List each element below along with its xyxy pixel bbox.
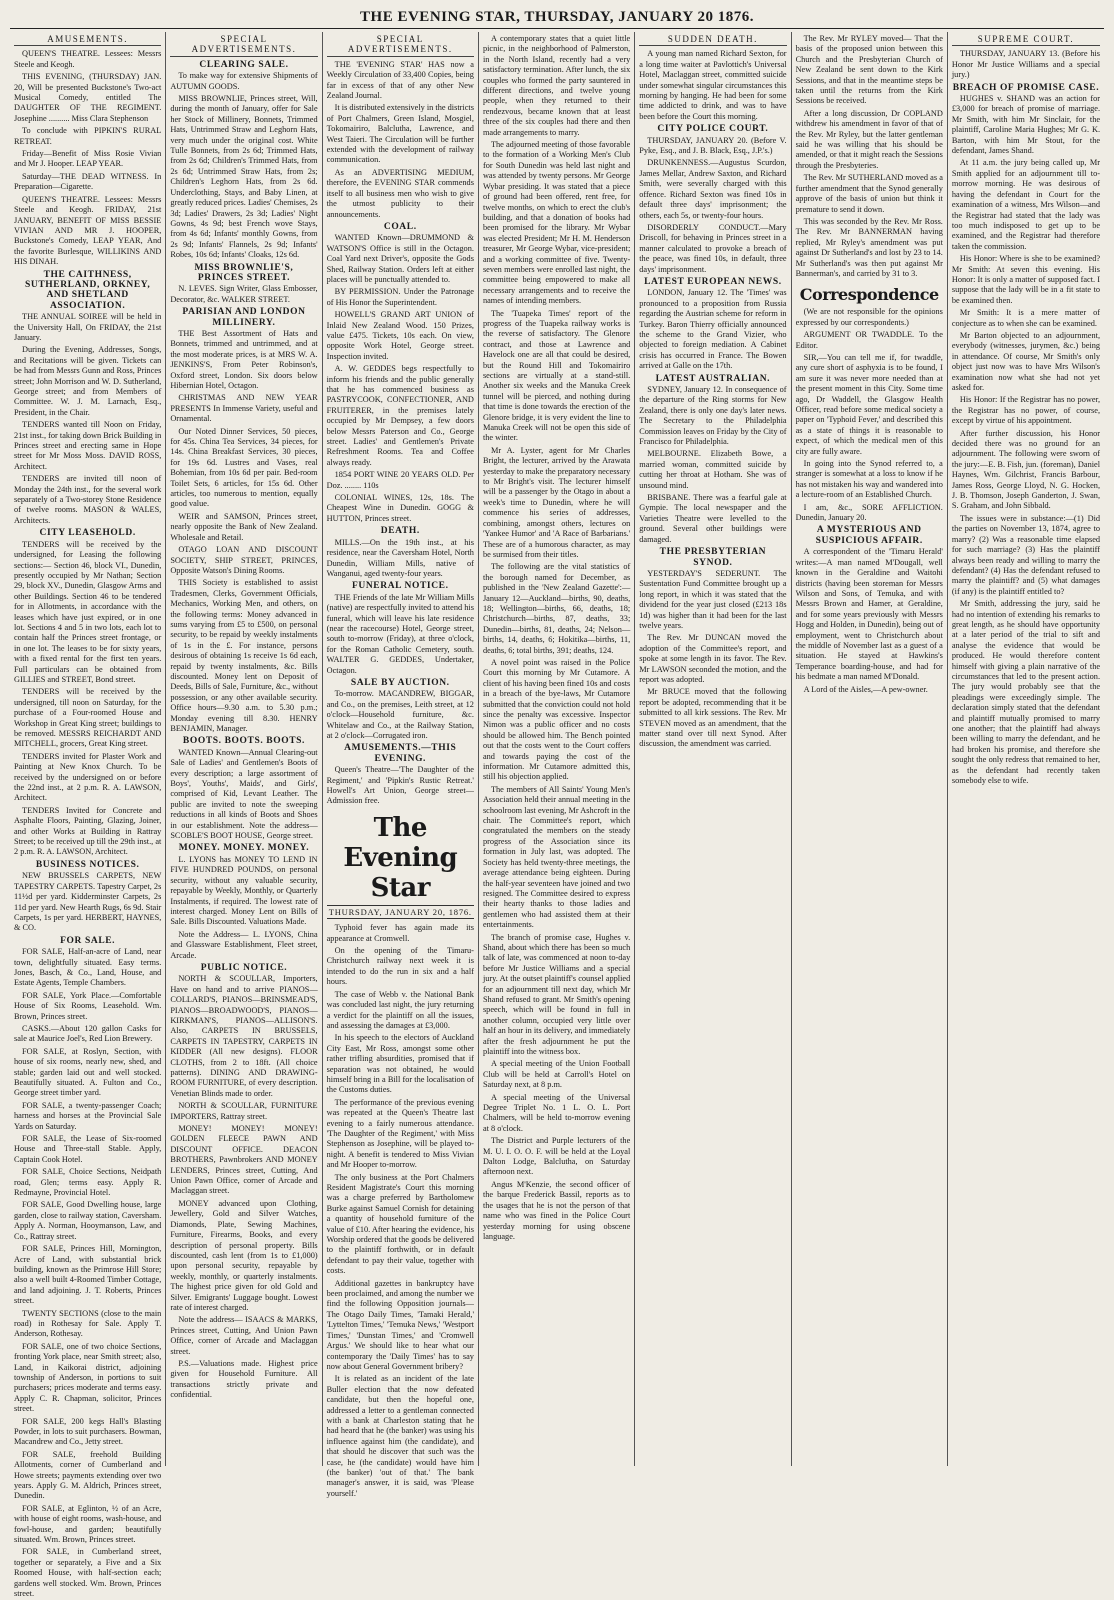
article-paragraph: MONEY! MONEY! MONEY! GOLDEN FLEECE PAWN AND DISCOUNT OFFICE. DEACON BROTHERS, Pawnbrokers AND MONEY LENDERS, Princes street, Cutting, And Union Pawn Office, corner of Arcade and Maclaggan street. <box>170 1124 318 1196</box>
column-7 <box>948 32 1104 1466</box>
article-paragraph: 1854 PORT WINE 20 YEARS OLD. Per Doz. ........ 110s <box>326 470 474 490</box>
section-heading: FUNERAL NOTICE. <box>351 581 449 592</box>
column-body <box>483 34 630 1242</box>
article-paragraph: Friday—Benefit of Miss Rosie Vivian and Mr J. Hooper. LEAP YEAR. <box>14 149 162 169</box>
column-body <box>639 49 786 749</box>
column-5 <box>635 32 791 1466</box>
masthead: THE EVENING STAR, THURSDAY, JANUARY 20 1876. <box>10 6 1104 29</box>
article-paragraph: The only business at the Port Chalmers Resident Magistrate's Court this morning was a charge preferred by Bartholomew Burke against Samuel Cornish for detaining a quantity of household furniture of the value of £10. After hearing the evidence, his Worship ordered that the goods be delivered to the plaintiff forthwith, or in default defendant to pay their value, together with costs. <box>326 1172 474 1276</box>
article-paragraph: P.S.—Valuations made. Highest price given for Household Furniture. All transactions strictly private and confidential. <box>170 1358 318 1400</box>
column-body <box>327 60 474 1499</box>
section-heading: CITY LEASEHOLD. <box>39 528 136 539</box>
article-paragraph: The issues were in substance:—(1) Did the parties on November 13, 1874, agree to marry? (2) Was a reasonable time elapsed for such marriage? (3) Has the plaintiff always been ready and willing to marry the defendant? (4) Has the defendant refused to marry the plaintiff? and (5) what damages (if any) is the plaintiff entitled to? <box>951 513 1101 596</box>
article-paragraph: FOR SALE, Choice Sections, Neidpath road, Glen; terms easy. Apply R. Redmayne, Provincial Hotel. <box>14 1167 162 1198</box>
article-paragraph: FOR SALE, in Cumberland street, together or separately, a Five and a Six Roomed House, with half-section each; gardens well stocked. Wm. Brown, Princes street. <box>14 1547 162 1599</box>
article-paragraph: FOR SALE, the Lease of Six-roomed House and Three-stall Stable. Apply, Captain Cook Hotel. <box>14 1134 162 1164</box>
section-heading: BREACH OF PROMISE CASE. <box>952 82 1100 93</box>
article-paragraph: QUEEN'S THEATRE. Lessees: Messrs Steele and Keogh. <box>14 49 162 69</box>
article-paragraph: FOR SALE, Half-an-acre of Land, near town, delightfully situated. Easy terms. Jones, Basch, & Co., Land, House, and Estate Agents, Temple Chambers. <box>14 947 162 988</box>
section-heading: FOR SALE. <box>60 935 116 946</box>
article-paragraph: To conclude with PIPKIN'S RURAL RETREAT. <box>14 126 162 146</box>
article-paragraph: ARGUMENT OR TWADDLE. To the Editor. <box>795 330 943 350</box>
article-paragraph: SIR,—You can tell me if, for twaddle, any cure short of asphyxia is to be found, I am sure it was never more needed than at the present moment in this City. Some time ago, Dr Waddell, the Glasgow Health Officer, read before some medical society a paper on 'Typhoid Fever,' and described this as a state of things it is reasonable to expect, of which the medical men of this city are fully aware. <box>795 352 943 456</box>
article-paragraph: TENDERS are invited till noon of Monday the 24th inst., for the several work separately of a Two-storey Stone Residence of twelve rooms. MASON & WALES, Architects. <box>14 474 162 525</box>
article-paragraph: The District and Purple lecturers of the M. U. I. O. O. F. will be held at the Loyal Dalton Lodge, Balclutha, on Saturday afternoon next. <box>482 1136 631 1177</box>
article-paragraph: Mr A. Lyster, agent for Mr Charles Bright, the lecturer, arrived by the Arawata yesterday to make the preparatory necessary to Mr Bright's visit. The lecturer himself will be a passenger by the Otago in about a week's time to Dunedin, where he will commence his series of addresses, combining, amongst others, lectures on 'Yankee Humor' and 'A Race of Barbarians.' These are of a humorous character, as may be surmised from their titles. <box>482 445 631 559</box>
article-paragraph: The performance of the previous evening was repeated at the Queen's Theatre last evening to a fairly numerous attendance. 'The Daughter of the Regiment,' with Miss Stephenson as Josephine, will be played to-night. A benefit is tendered to Miss Vivian and Mr Hooper to-morrow. <box>326 1097 474 1170</box>
article-paragraph: LONDON, January 12. The 'Times' was pronounced to a proposition from Russia regarding the Austrian scheme for reform in Turkey. Baron Thierry officially announced the scheme to the Grand Vizier, who objected to foreign mediation. A Cabinet crisis has occurred in France. The Bowen arrived at Galle on the 17th. <box>639 288 787 371</box>
section-heading: AMUSEMENTS.—THIS EVENING. <box>344 743 457 764</box>
article-paragraph: TENDERS invited for Plaster Work and Painting at New Knox Church. To be received by the undersigned on or before the 22nd inst., at 2 p.m. R. A. LAWSON, Architect. <box>14 751 162 803</box>
article-paragraph: L. LYONS has MONEY TO LEND IN FIVE HUNDRED POUNDS, on personal security, without any valuable security, repayable by Weekly, Monthly, or Quarterly Instalments, if required. The lowest rate of interest charged. Money Lent on Bills of Sale. Bills Discounted. Valuations Made. <box>170 854 318 927</box>
section-heading: LATEST AUSTRALIAN. <box>655 373 771 384</box>
column-heading: AMUSEMENTS. <box>14 34 161 46</box>
article-paragraph: THURSDAY, JANUARY 20. (Before V. Pyke, Esq., and J. B. Black, Esq., J.P.'s.) <box>639 135 787 156</box>
article-paragraph: FOR SALE, York Place.—Comfortable House of Six Rooms, Leasehold. Wm. Brown, Princes street. <box>14 990 162 1021</box>
article-paragraph: OTAGO LOAN AND DISCOUNT SOCIETY, SHIP STREET, PRINCES, Opposite Watson's Dining Rooms. <box>170 545 318 575</box>
article-paragraph: MILLS.—On the 19th inst., at his residence, near the Caversham Hotel, North Dunedin, William Mills, native of Wanganui, aged twenty-four years. <box>326 537 474 578</box>
section-heading: MONEY. MONEY. MONEY. <box>178 843 310 854</box>
column-heading: SPECIAL ADVERTISEMENTS. <box>327 34 474 57</box>
article-paragraph: DISORDERLY CONDUCT.—Mary Driscoll, for behaving in Princes street in a manner calculated to provoke a breach of the peace, was fined 10s, in default, three days' imprisonment. <box>639 222 787 274</box>
article-paragraph: TENDERS wanted till Noon on Friday, 21st inst., for taking down Brick Building in Princes street and erecting same in Hope street for Mr Moss Moss. DAVID ROSS, Architect. <box>14 420 162 471</box>
column-heading: SUPREME COURT. <box>952 34 1100 46</box>
section-heading: DEATH. <box>380 526 420 537</box>
article-paragraph: FOR SALE, freehold Building Allotments, corner of Cumberland and Howe streets; payments extending over two years. Apply G. M. Aldrich, Princes street, Dunedin. <box>14 1449 162 1501</box>
section-title: Correspondence <box>799 285 939 305</box>
article-paragraph: FOR SALE, 200 kegs Hall's Blasting Powder, in lots to suit purchasers. Bowman, Macandrew and Co., Jetty street. <box>14 1416 162 1447</box>
column-3 <box>323 32 479 1498</box>
article-paragraph: (We are not responsible for the opinions expressed by our correspondents.) <box>795 307 943 327</box>
article-paragraph: During the Evening, Addresses, Songs, and Recitations will be given. Tickets can be had from Messrs Gunn and Ross, Princes street; John Morrison and W. D. Sutherland, George street; and from Members of Committee. W. J. M. Larnach, Esq., President, in the Chair. <box>14 345 162 417</box>
article-paragraph: CHRISTMAS AND NEW YEAR PRESENTS In Immense Variety, useful and Ornamental. <box>170 393 318 424</box>
article-paragraph: WANTED Known—Annual Clearing-out Sale of Ladies' and Gentlemen's Boots of every description; a large assortment of Boys', Youths', Maids', and Girls', comprised of Kid, Levant Leather. The public are invited to note the sweeping reductions in all kinds of Boots and Shoes in our establishment. Note the address— SCOBLE'S BOOT HOUSE, George street. <box>170 747 318 841</box>
article-paragraph: HUGHES v. SHAND was an action for £3,000 for breach of promise of marriage. Mr Smith, with him Mr Sinclair, for the plaintiff, Caroline Maria Hughes; Mr G. K. Barton, with him Mr Stout, for the defendant, James Shand. <box>951 94 1101 156</box>
article-paragraph: WANTED Known—DRUMMOND & WATSON'S Office is still in the Octagon. Coal Yard next Driver's, opposite the Gods Shed, Railway Station. Orders left at either places will be punctually attended to. <box>326 233 474 284</box>
article-paragraph: This was seconded by the Rev. Mr Ross. The Rev. Mr BANNERMAN having replied, Mr Ryley's amendment was put against Dr Sutherland's and lost by 23 to 14. Mr Sutherland's was then put against Mr Bannerman's, and carried by 31 to 3. <box>795 216 943 278</box>
article-paragraph: A novel point was raised in the Police Court this morning by Mr Cutamore. A client of his having been fined 10s and costs in a breach of the bye-laws, Mr Cutamore submitted that the conviction could not hold since the penalty was excessive. Inspector Nimon was a public officer and no costs should be allowed him. The Bench pointed out that the costs went to the Court coffers and towards paying the cost of the information. Mr Cutamore admitted this, still his objection applied. <box>482 657 631 782</box>
article-paragraph: After a long discussion, Dr COPLAND withdrew his amendment in favor of that of the Rev. Mr Ryley, but the latter gentleman said he was willing that his should be amended, or that it might reach the Sessions through the Presbyteries. <box>795 108 943 170</box>
article-paragraph: BRISBANE. There was a fearful gale at Gympie. The local newspaper and the Varieties Theatre were levelled to the ground. Several other buildings were damaged. <box>639 493 787 544</box>
section-heading: SALE BY AUCTION. <box>350 677 450 688</box>
article-paragraph: TWENTY SECTIONS (close to the main road) in Rothesay for Sale. Apply T. Anderson, Rothesay. <box>14 1308 162 1339</box>
article-paragraph: It is distributed extensively in the districts of Port Chalmers, Green Island, Mosgiel, Tokomairiro, Balclutha, Lawrence, and West Taieri. The Circulation will be further extended with the development of railway communication. <box>326 103 474 165</box>
article-paragraph: TENDERS Invited for Concrete and Asphalte Floors, Painting, Glazing, Joiner, and other Works at Building in Rattray Street; to be received up till the 29th inst., at 2 p.m. R. A. LAWSON, Architect. <box>14 805 162 857</box>
section-heading: THE CAITHNESS, SUTHERLAND, ORKNEY, AND SHETLAND ASSOCIATION. <box>24 269 151 311</box>
article-paragraph: DRUNKENNESS.—Augustus Scurdon, James Mellar, Andrew Saxton, and Richard Smith, were severally charged with this offence. Richard Sexton was fined 10s in default three days' imprisonment; the others, each 5s, or twenty-four hours. <box>639 158 787 220</box>
column-body <box>170 60 317 1401</box>
article-paragraph: THE Best Assortment of Hats and Bonnets, trimmed and untrimmed, and at the most moderate prices, is at MRS W. A. JENKINS'S, From Peter Robinson's, Oxford street, London. Six doors below Hibernian Hotel, Octagon. <box>170 328 318 390</box>
article-paragraph: FOR SALE, Princes Hill, Mornington, Acre of Land, with substantial brick building, known as the Primrose Hill Store; also a well built 4-Roomed Timber Cottage, and land adjoining. J. T. Roberts, Princes street. <box>14 1244 162 1306</box>
article-paragraph: Queen's Theatre—'The Daughter of the Regiment,' and 'Pipkin's Rustic Retreat.' Howell's Art Union, George street—Admission free. <box>326 765 474 806</box>
article-paragraph: To-morrow. MACANDREW, BIGGAR, and Co., on the premises, Leith street, at 12 o'clock—Household furniture, &c. Whitelaw and Co., at the Railway Station, at 2 o'clock—Corrugated iron. <box>326 689 474 740</box>
article-paragraph: Note the address— ISAACS & MARKS, Princes street, Cutting, And Union Pawn Office, corner of Arcade and Maclaggan street. <box>170 1315 318 1356</box>
article-paragraph: Additional gazettes in bankruptcy have been proclaimed, and among the number we find the following Opposition journals—The Otago Daily Times, 'Tamaki Herald,' 'Lyttelton Times,' 'Temuka News,' 'Westport Times,' 'Dunstan Times,' and 'Cromwell Argus.' We should like to hear what our contemporary the 'Daily Times' has to say now about General Government bribery? <box>326 1278 474 1371</box>
article-paragraph: A Lord of the Aisles,—A pew-owner. <box>803 684 928 694</box>
article-paragraph: The case of Webb v. the National Bank was concluded last night, the jury returning a verdict for the plaintiff on all the issues, and assessing the damages at £3,000. <box>326 989 474 1030</box>
article-paragraph: QUEEN'S THEATRE. Lessees: Messrs Steele and Keogh. FRIDAY, 21st JANUARY, BENEFIT OF MISS BESSIE VIVIAN AND MR J. HOOPER, Buckstone's Comedy, LEAP YEAR, And the favorite Burlesque, WILLIKINS AND HIS DINAH. <box>14 194 162 267</box>
article-paragraph: FOR SALE, Good Dwelling house, large garden, close to railway station, Caversham. Apply A. Norman, Hooymanson, Law, and Co., Rattray street. <box>14 1200 162 1241</box>
section-heading: PARISIAN AND LONDON MILLINERY. <box>182 307 306 328</box>
section-heading: BOOTS. BOOTS. BOOTS. <box>182 736 306 747</box>
article-paragraph: FOR SALE, one of two choice Sections, fronting York place, near Smith street; also, Land, in Kaikorai district, adjoining township of Anderson, in portions to suit purchasers; prices moderate and terms easy. Apply C. R. Chapman, solicitor, Princes street. <box>14 1341 162 1414</box>
section-heading: CLEARING SALE. <box>199 59 289 70</box>
article-paragraph: Mr Barton objected to an adjournment, everybody (witnesses, jurymen, &c.) being in attendance. Of course, Mr Smith's only object just now was to have Mrs Wilson's examination now what she had not yet asked for. <box>951 330 1101 392</box>
article-paragraph: Typhoid fever has again made its appearance at Cromwell. <box>326 923 474 943</box>
dateline: THURSDAY, JANUARY 20, 1876. <box>327 905 474 919</box>
article-paragraph: The members of All Saints' Young Men's Association held their annual meeting in the schoolroom last evening, Mr Ashcroft in the chair. The Committee's report, which congratulated the members on the steady progress of the Association since its formation in July last, was adopted. The Society has held twenty-three meetings, the average attendance being eighteen. During the half-year seventeen have joined and two resigned. The Committee desired to express their hearty thanks to those ladies and gentlemen who had assisted them at their entertainments. <box>482 784 631 930</box>
article-paragraph: BY PERMISSION. Under the Patronage of His Honor the Superintendent. <box>326 287 474 307</box>
columns <box>10 32 1104 1599</box>
article-paragraph: MELBOURNE. Elizabeth Bowe, a married woman, committed suicide by cutting her throat at Hotham. She was of unsound mind. <box>639 449 787 490</box>
article-paragraph: Our Noted Dinner Services, 50 pieces, for 45s. China Tea Services, 34 pieces, for 14s. China Breakfast Services, 30 pieces, for 19s 6d. Lustres and Vases, real Bohemian, from 10s 6d per pair. Bed-room Toilet Sets, 6 articles, for 15s 6d. Other articles, too numerous to mention, equally good value. <box>170 426 318 509</box>
article-paragraph: MONEY advanced upon Clothing, Jewellery, Gold and Silver Watches, Diamonds, Plate, Sewing Machines, Furniture, Firearms, Books, and every description of personal property. Bills discounted, cash lent (from 1s to £1,000) upon personal security, repayable by weekly, monthly, or quarterly instalments. The highest price given for old Gold and Silver. Emigrants' Luggage bought. Lowest rate of interest charged. <box>170 1198 318 1312</box>
article-paragraph: THIS Society is established to assist Tradesmen, Clerks, Government Officials, Mechanics, Working Men, and others, on the following terms: Money advanced in sums varying from £5 to £500, on personal security, to be repaid by weekly instalments of 1s in the £. For instance, persons desirous of obtaining 1s receive 1s 6d each, repaid by twenty instalments, &c. Bills discounted. Money lent on Deposit of Deeds, Bills of Sale, Furniture, &c., without possession, or any other available security. Office hours—9.30 a.m. to 5.30 p.m.; Monday evening till 8.30. HENRY BENJAMIN, Manager. <box>170 578 318 733</box>
section-heading: THE PRESBYTERIAN SYNOD. <box>659 547 767 568</box>
article-paragraph: In his speech to the electors of Auckland City East, Mr Ross, amongst some other rather trifling absurdities, promised that if separation was not obtained, he would himself bring in a Bill for the localisation of the Customs duties. <box>326 1033 474 1095</box>
article-paragraph: A contemporary states that a quiet little picnic, in the neighborhood of Palmerston, in the North Island, recently had a very satisfactory termination. After lunch, the six couples who formed the party sauntered in different directions, and twelve young people, when they returned to their rendezvous, became known that at least three of the six couples had there and then made arrangements to marry. <box>482 34 631 137</box>
column-heading: SPECIAL ADVERTISEMENTS. <box>170 34 317 57</box>
article-paragraph: The 'Tuapeka Times' report of the progress of the Tuapeka railway works is the reverse of satisfactory. The Glenore contract, and those at Lawrence and Havelock one are all that could be desired, but the Round Hill and Tokomairiro sections are virtually at a stand-still. Another six weeks and the Manuka Creek tunnel will be pierced, and nothing during that time is done towards the erection of the Glenore bridge, it is very evident the line to Manuka Creek will not be open this side of the winter. <box>482 308 631 443</box>
article-paragraph: A special meeting of the Union Football Club will be held at Carroll's Hotel on Saturday next, at 8 p.m. <box>482 1059 631 1090</box>
article-paragraph: A. W. GEDDES begs respectfully to inform his friends and the public generally that he has commenced business as PASTRYCOOK, CONFECTIONER, AND FRUITERER, in the premises lately occupied by Mr Dempsey, a few doors below Messrs Paterson and Co., George street. Ladies' and Gentlemen's Private Refreshment Rooms. Tea and Coffee always ready. <box>326 364 474 467</box>
article-paragraph: A special meeting of the Universal Degree Triplet No. 1 L. O. L. Port Chalmers, will be held to-morrow evening at 8 o'clock. <box>482 1092 631 1133</box>
article-paragraph: The Rev. Mr DUNCAN moved the adoption of the Committee's report, and spoke at some length in its favor. The Rev. Mr LAWSON seconded the motion, and the report was adopted. <box>639 633 787 684</box>
section-heading: PUBLIC NOTICE. <box>200 962 288 973</box>
newspaper-title: The Evening Star <box>343 812 458 903</box>
column-4 <box>479 32 635 1466</box>
article-paragraph: THE ANNUAL SOIREE will be held in the University Hall, On FRIDAY, the 21st January. <box>14 312 162 342</box>
article-paragraph: It is related as an incident of the late Buller election that the now defeated candidate, but then the hopeful one, addressed a letter to a gentleman connected with a bank at Charleston stating that he had heard that he (the banker) was using his influence against him (the candidate), and that should he discover that such was the case, he (the candidate) would have him (the banker) 'out of that.' The bank manager's answer, it is said, was 'Please yourself.' <box>326 1374 474 1498</box>
article-paragraph: THURSDAY, JANUARY 13. (Before his Honor Mr Justice Williams and a special jury.) <box>951 49 1101 80</box>
article-paragraph: YESTERDAY'S SEDERUNT. The Sustentation Fund Committee brought up a long report, in which it was stated that the dividend for the year just closed (£213 18s 1d) was higher than it had been for the last twelve years. <box>639 568 787 630</box>
column-heading: SUDDEN DEATH. <box>639 34 786 46</box>
section-heading: CITY POLICE COURT. <box>657 124 769 135</box>
article-paragraph: CASKS.—About 120 gallon Casks for sale at Maurice Joel's, Red Lion Brewery. <box>14 1023 162 1044</box>
article-paragraph: At 11 a.m. the jury being called up, Mr Smith applied for an adjournment till to-morrow morning. He was desirous of having the defendant in Court for the examination of a witness, Mrs Wilson—and the Registrar had stated that the lady was too much indisposed to get up to be examined, and the Registrar had therefore taken the commission. <box>951 158 1101 251</box>
article-paragraph: WEIR and SAMSON, Princes street, nearly opposite the Bank of New Zealand. Wholesale and Retail. <box>170 511 318 542</box>
column-2 <box>166 32 322 1466</box>
article-paragraph: The Rev. Mr SUTHERLAND moved as a further amendment that the Synod generally approve of the basis of union but think it premature to send it down. <box>795 173 943 214</box>
section-heading: A MYSTERIOUS AND SUSPICIOUS AFFAIR. <box>815 525 923 546</box>
article-paragraph: Note the Address— L. LYONS, China and Glassware Establishment, Fleet street, Arcade. <box>170 929 318 960</box>
article-paragraph: Mr BRUCE moved that the following report be adopted, recommending that it be submitted to all kirk sessions. The Rev. Mr STEVEN moved as an amendment, that the matter stand over till next Synod. After discussion, the amendment was carried. <box>639 687 787 749</box>
article-paragraph: Mr Smith: It is a mere matter of conjecture as to when she can be examined. <box>951 308 1101 328</box>
article-paragraph: Mr Smith, addressing the jury, said he had no intention of extending his remarks to great length, as he should have opportunity at a later period of the trial to sift and analyse the evidence that would be produced. He would therefore content himself with giving a plain narrative of the circumstances that led to the present action. The jury would probably see that the pleadings were exceedingly simple. The declaration simply stated that the defendant and plaintiff mutually promised to marry one another; that the plaintiff had always been willing to marry the defendant, and he had broken his promise, and therefore she sought the only redress that remained to her, as the defendant had recently taken somebody else to wife. <box>951 599 1101 786</box>
article-paragraph: TENDERS will be received by the undersigned, for Leasing the following sections:— Section 46, block VI., Dunedin, presently occupied by Mr Nathan; Section 29, block XV., Dunedin, Glasgow Arms and other Buildings. Section 46 to be tendered for in Allotments, in accordance with the leases which have just expired, or in one lot. Sections 4 and 5 in two lots, each lot to contain half the Princes street frontage, or in one lot. The leases to be for sixty years, with a fixed rental for the first ten years. Full particulars can be obtained from GILLIES and STREET, Bond street. <box>14 539 162 684</box>
article-paragraph: FOR SALE, at Roslyn, Section, with house of six rooms, nearly new, shed, and stable; garden laid out and well stocked. Beautifully situated. A. Fulton and Co., George street timber yard. <box>14 1046 162 1098</box>
article-paragraph: To make way for extensive Shipments of AUTUMN GOODS. <box>170 71 318 91</box>
article-paragraph: TENDERS will be received by the undersigned, till noon on Saturday, for the purchase of a Four-roomed House and Workshop in Great King street; buildings to be removed. MESSRS REICHARDT AND MITCHELL, grocers, Great King street. <box>14 687 162 749</box>
article-paragraph: Angus M'Kenzie, the second officer of the barque Frederick Bassil, reports as to the usages that he is not the person of that name who was fined in the Police Court yesterday morning for using obscene language. <box>482 1179 631 1241</box>
article-paragraph: FOR SALE, at Eglinton, ½ of an Acre, with house of eight rooms, wash-house, and fowl-house, and garden; beautifully situated. Wm. Brown, Princes street. <box>14 1503 162 1545</box>
article-paragraph: On the opening of the Timaru-Christchurch railway next week it is intended to do the run in six and a half hours. <box>326 946 474 987</box>
article-paragraph: A young man named Richard Sexton, for a long time waiter at Pavlottich's Universal Hotel, Maclaggan street, committed suicide under somewhat singular circumstances this morning by hanging. He had been for some time addicted to drink, and was to have been before the Court this morning. <box>639 49 787 121</box>
article-paragraph: The branch of promise case, Hughes v. Shand, about which there has been so much talk of late, was commenced at noon to-day before Mr Justice Williams and a special jury. At the outset plaintiff's counsel applied for an adjournment till next day, which Mr Shand refused to grant. Mr Smith's opening speech, which will be found in full in another column, occupied very little over half an hour in its delivery, and immediately after the fresh adjournment he put the plaintiff into the witness box. <box>482 932 631 1056</box>
article-paragraph: NORTH & SCOULLAR, Importers, Have on hand and to arrive PIANOS—COLLARD'S, PIANOS—BRINSMEAD'S, PIANOS—BROADWOOD'S, PIANOS—KIRKMAN'S, PIANOS—ALLISON'S. Also, CARPETS IN BRUSSELS, CARPETS IN TAPESTRY, CARPETS IN KIDDER (All new designs). FLOOR CLOTHS, from 2 to 18ft. (All choice patterns). DINING AND DRAWING-ROOM FURNITURE, of every description. Venetian Blinds made to order. <box>170 974 318 1098</box>
article-paragraph: MISS BROWNLIE, Princes street, Will, during the month of January, offer for Sale her Stock of Millinery, Bonnets, Trimmed Hats, Untrimmed Straw and Leghorn Hats, very much under the original cost. White Tulle Bonnets, from 2s 6d; Trimmed Hats, from 2s 6d; Children's Trimmed Hats, from 2s 6d; Untrimmed Straw Hats, from 2s; Children's Leghorn Hats, from 2s 6d. Underclothing, Stays, and Baby Linen, at greatly reduced prices. Ladies' Chemises, 2s 3d; Ladies' Drawers, 2s 3d; Ladies' Night Gowns, 4s 9d; best French wove Stays, from 4s 6d; Infants' monthly Gowns, from 2s 9d; Infants' Flannels, 2s 9d; Infants' Robes, 10s 6d; Infants' Cloaks, 12s 6d. <box>170 94 318 260</box>
column-body <box>14 49 161 1599</box>
article-paragraph: SYDNEY, January 12. In consequence of the departure of the Ring storms for New Zealand, there is only one day's later news. The Secretary to the Philadelphia Commission leaves on Friday by the City of Francisco for Philadelphia. <box>639 385 787 447</box>
section-heading: LATEST EUROPEAN NEWS. <box>644 276 782 287</box>
article-paragraph: COLONIAL WINES, 12s, 18s. The Cheapest Wine in Dunedin. GOGG & HUTTON, Princes street. <box>326 493 474 523</box>
article-paragraph: THE 'EVENING STAR' HAS now a Weekly Circulation of 33,400 Copies, being far in excess of that of any other New Zealand Journal. <box>326 59 474 101</box>
column-6 <box>792 32 948 1466</box>
article-paragraph: The Rev. Mr RYLEY moved— That the basis of the proposed union between this Church and the Presbyterian Church of New Zealand be sent down to the Kirk Sessions, and that in the meantime steps be taken until the returns from the Kirk Sessions be received. <box>795 34 943 106</box>
article-paragraph: THE Friends of the late Mr William Mills (native) are respectfully invited to attend his funeral, which will leave his late residence (near the racecourse) Hotel, George street, south to-morrow (Friday), at three o'clock, for the Roman Catholic Cemetery, south. WALTER G. GEDDES, Undertaker, Octagon. <box>326 592 474 675</box>
column-1 <box>10 32 166 1599</box>
article-paragraph: The adjourned meeting of those favorable to the formation of a Working Men's Club for South Dunedin was held last night and was attended by twenty persons. Mr George Wybar presiding. It was stated that a piece of ground had been offered, rent free, for twelve months, on which to erect the club's building, and that a donation of books had been promised for the library. Mr Wybar was elected President; Mr H. M. Henderson treasurer, Mr George Wybar, vice-president; and a working committee of five. Twenty-seven members were enrolled last night, the committee being empowered to make all necessary arrangements and to receive the names of intending members. <box>482 140 631 306</box>
article-paragraph: His Honor: Where is she to be examined? Mr Smith: At seven this evening. His Honor: It is only a matter of supposed fact. I suppose that the lady will be in a fit state to be examined then. <box>951 254 1101 305</box>
article-paragraph: N. LEVES. Sign Writer, Glass Embosser, Decorator, &c. WALKER STREET. <box>170 284 318 304</box>
article-paragraph: Saturday—THE DEAD WITNESS. In Preparation—Cigarette. <box>14 171 162 192</box>
column-body <box>952 49 1100 786</box>
article-paragraph: NEW BRUSSELS CARPETS, NEW TAPESTRY CARPETS. Tapestry Carpet, 2s 11½d per yard. Kidderminster Carpets, 2s 11d per yard. New Hearth Rugs, 6s 9d. Stair Carpets, 1s per yard. HERBERT, HAYNES, & CO. <box>14 871 162 933</box>
article-paragraph: After further discussion, his Honor decided there was no ground for an adjournment. The following were sworn of the jury:—E. B. Fish, jun. (foreman), Daniel Haynes, Wm. Gilchrist, Francis Barbour, James Ross, George Lloyd, N. G. Hocken, J. B. Thomson, Joseph Ganderton, J. Swan, S. Graham, and John Sibbald. <box>951 428 1101 511</box>
article-paragraph: THIS EVENING, (THURSDAY) JAN. 20, Will be presented Buckstone's Two-act Musical Comedy, entitled The DAUGHTER OF THE REGIMENT. Josephine .......... Miss Clara Stephenson <box>14 72 162 123</box>
article-paragraph: In going into the Synod referred to, a stranger is somewhat at a loss to know if he has not mistaken his way and wandered into a lecture-room of an Established Church. <box>795 459 943 500</box>
article-paragraph: FOR SALE, a twenty-passenger Coach; harness and horses at the Provincial Sale Yards on Saturday. <box>14 1100 162 1131</box>
article-paragraph: As an ADVERTISING MEDIUM, therefore, the EVENING STAR commends itself to all business men who wish to give the utmost publicity to their announcements. <box>326 167 474 219</box>
article-paragraph: His Honor: If the Registrar has no power, the Registrar has no power, of course, except by virtue of his appointment. <box>951 395 1101 426</box>
section-heading: MISS BROWNLIE'S, PRINCES STREET. <box>194 262 294 283</box>
article-paragraph: HOWELL'S GRAND ART UNION of Inlaid New Zealand Wood. 150 Prizes, value £475. Tickets, 10s each. On view, opposite Work Hotel, George street. Inspection invited. <box>326 310 474 361</box>
section-heading: BUSINESS NOTICES. <box>35 859 140 870</box>
article-paragraph: A correspondent of the 'Timaru Herald' writes:—A man named M'Dougall, well known in the Geraldine and Waitohi districts (having been storeman for Messrs Wilson and Sons, of Temuka, and with Messrs Brown and Hamer, at Geraldine, and for some years previously with Messrs Hogg and Holden, in Dunedin), being out of employment, went to Christchurch about the middle of November last as a guest of a situation. He stayed at Hawkins's Temperance boarding-house, and had for his bedmate a man named M'Donald. <box>795 547 943 682</box>
column-body <box>796 34 943 695</box>
article-paragraph: The following are the vital statistics of the borough named for December, as published in the 'New Zealand Gazette':— January 12—Auckland—births, 90, deaths, 18; Wellington—births, 66, deaths, 18; Christchurch—births, 87, deaths, 33; Dunedin—births, 81, deaths, 24; Nelson—births, 14, deaths, 6; Hokitika—births, 11, deaths, 6; total births, 391; deaths, 124. <box>482 562 631 655</box>
article-paragraph: I am, &c., SORE AFFLICTION. Dunedin, January 20. <box>795 502 943 523</box>
article-paragraph: NORTH & SCOULLAR, FURNITURE IMPORTERS, Rattray street. <box>170 1101 318 1121</box>
section-heading: COAL. <box>383 221 417 232</box>
